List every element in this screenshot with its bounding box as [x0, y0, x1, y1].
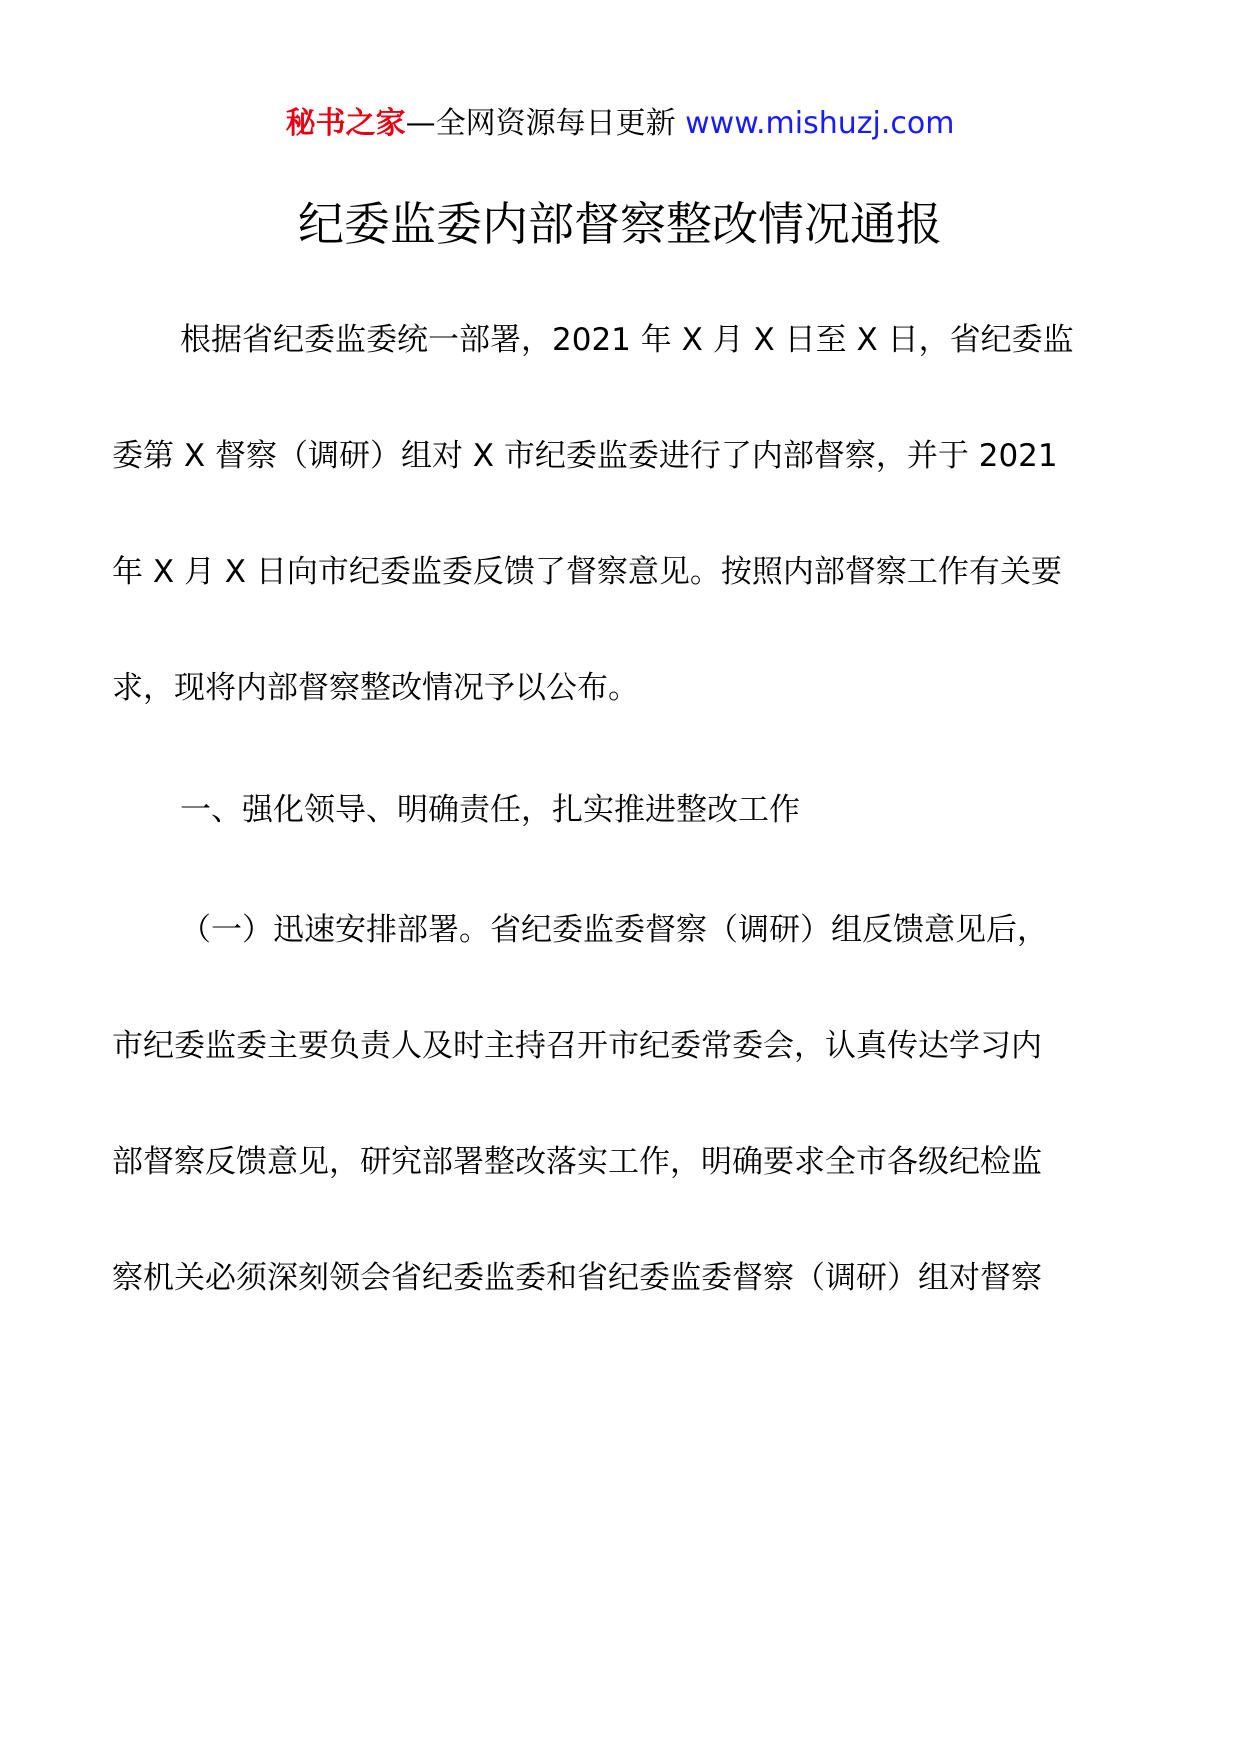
- site-brand: 秘书之家: [285, 106, 406, 141]
- paragraph-line: 年 X 月 X 日向市纪委监委反馈了督察意见。按照内部督察工作有关要: [112, 554, 1062, 590]
- document-title: 纪委监委内部督察整改情况通报: [298, 197, 942, 251]
- section-heading: 一、强化领导、明确责任，扎实推进整改工作: [180, 792, 800, 828]
- site-header: [0, 100, 1240, 148]
- site-url[interactable]: www.mishuzj.com: [685, 106, 955, 141]
- paragraph-line: 察机关必须深刻领会省纪委监委和省纪委监委督察（调研）组对督察: [112, 1260, 1042, 1296]
- paragraph-line: （一）迅速安排部署。省纪委监委督察（调研）组反馈意见后，: [180, 912, 1048, 948]
- site-slogan: —全网资源每日更新: [405, 106, 686, 141]
- paragraph-line: 求，现将内部督察整改情况予以公布。: [112, 670, 639, 706]
- paragraph-line: 部督察反馈意见，研究部署整改落实工作，明确要求全市各级纪检监: [112, 1144, 1042, 1180]
- paragraph-line: 市纪委监委主要负责人及时主持召开市纪委常委会，认真传达学习内: [112, 1028, 1042, 1064]
- paragraph-line: 根据省纪委监委统一部署，2021 年 X 月 X 日至 X 日，省纪委监: [180, 322, 1074, 358]
- paragraph-line: 委第 X 督察（调研）组对 X 市纪委监委进行了内部督察，并于 2021: [112, 438, 1058, 474]
